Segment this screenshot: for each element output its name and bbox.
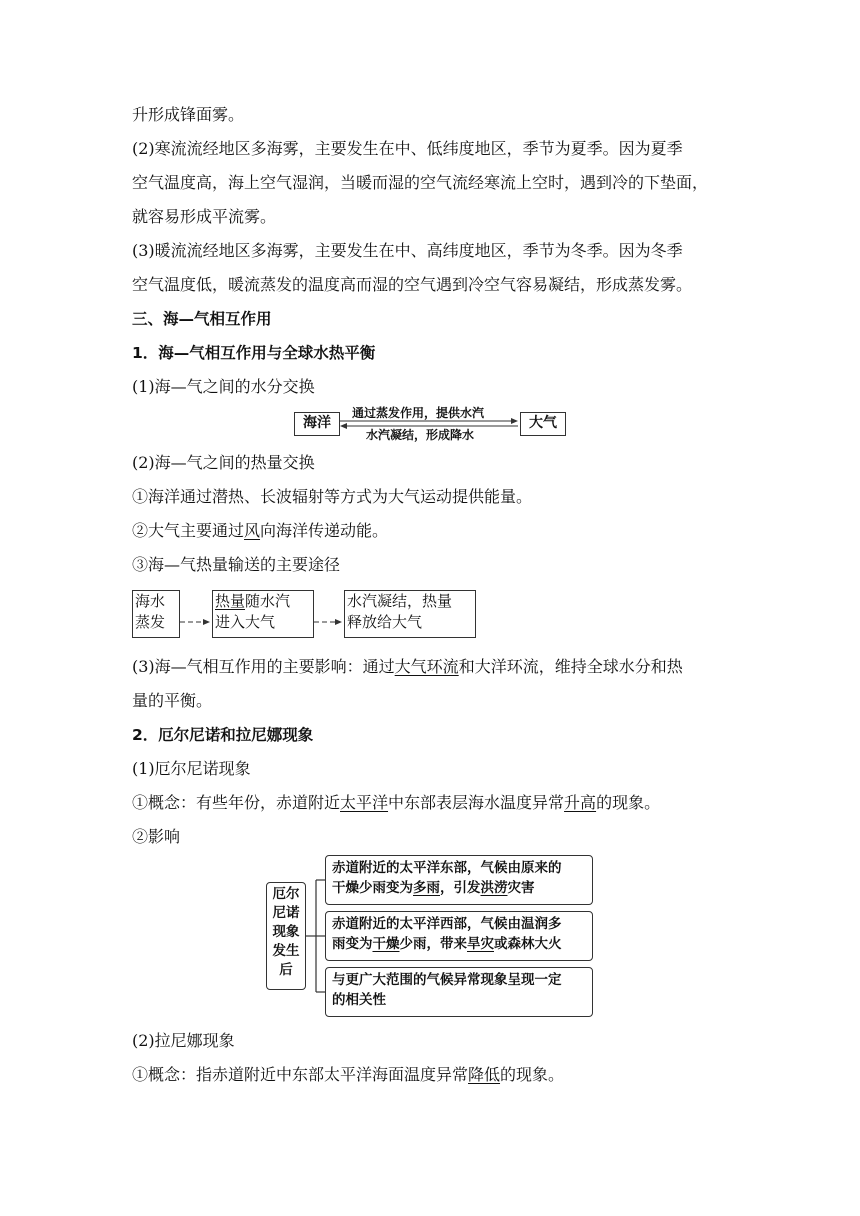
text: 空气温度低，暖流蒸发的温度高而湿的空气遇到冷空气容易凝结，形成蒸发雾。: [132, 275, 693, 294]
text: 厄尔: [272, 886, 300, 902]
text-line: [132, 1064, 564, 1086]
text: ②影响: [132, 827, 181, 846]
text: ，引发: [440, 880, 481, 896]
text: 进入大气: [215, 613, 276, 631]
text: ②大气主要通过: [132, 521, 245, 540]
text: ③海—气热量输送的主要途径: [132, 555, 341, 574]
text-line: [132, 452, 315, 474]
underlined-answer: 风: [244, 521, 261, 540]
underlined-answer: 热量: [215, 592, 246, 610]
underlined-answer: 降低: [468, 1065, 501, 1084]
heading-text: 1．海—气相互作用与全球水热平衡: [132, 344, 376, 362]
text: 通过蒸发作用，提供水汽: [352, 406, 485, 420]
text: 或森林大火: [494, 936, 562, 952]
text: 雨变为: [332, 936, 373, 952]
text-line: [132, 690, 212, 712]
text: (3)海—气相互作用的主要影响：通过: [132, 657, 395, 676]
text: 灾害: [507, 880, 535, 896]
text: 水汽凝结，形成降水: [366, 428, 475, 442]
text: 尼诺: [272, 905, 300, 921]
text: (2)海—气之间的热量交换: [132, 453, 315, 472]
subsection-heading: [132, 724, 313, 746]
elnino-source-box: [266, 882, 306, 990]
elnino-impact-west: [325, 911, 593, 961]
text: 的相关性: [332, 992, 386, 1008]
heat-step-box-3: [344, 590, 476, 638]
arrow-head-left: [340, 423, 347, 429]
text: 后: [279, 962, 293, 978]
text: 向海洋传递动能。: [260, 521, 389, 540]
text: 蒸发: [135, 613, 166, 631]
underlined-answer: 太平洋: [340, 793, 389, 812]
ocean-label: 海洋: [303, 415, 331, 431]
underlined-answer: 多雨: [413, 880, 440, 896]
text: 释放给大气: [347, 613, 423, 631]
text: 干燥少雨变为: [332, 880, 413, 896]
text: 就容易形成平流雾。: [132, 207, 277, 226]
atmosphere-label: 大气: [529, 415, 557, 431]
text: 中东部表层海水温度异常: [388, 793, 565, 812]
elnino-impact-east: [325, 855, 593, 905]
text: (3)暖流流经地区多海雾，主要发生在中、高纬度地区，季节为冬季。因为冬季: [132, 241, 683, 260]
text-line: [132, 826, 180, 848]
underlined-answer: 旱灾: [467, 936, 494, 952]
text-line: [132, 758, 251, 780]
text: 的现象。: [500, 1065, 565, 1084]
text: (2)拉尼娜现象: [132, 1031, 235, 1050]
text: 现象: [272, 924, 300, 940]
text: 发生: [272, 943, 300, 959]
text: 的现象。: [596, 793, 661, 812]
text-line: [132, 554, 340, 576]
text: 赤道附近的太平洋西部，气候由温润多: [332, 916, 562, 932]
text: 与更广大范围的气候异常现象呈现一定: [332, 972, 562, 988]
text: 水汽凝结，热量: [347, 592, 453, 610]
text-line: [132, 792, 660, 814]
text: 和大洋环流，维持全球水分和热: [458, 657, 683, 676]
underlined-answer: 干燥: [372, 936, 400, 952]
text: 海水: [135, 592, 166, 610]
heading-text: 三、海—气相互作用: [132, 310, 272, 328]
text-line: [132, 1030, 235, 1052]
text: ①概念：指赤道附近中东部太平洋海面温度异常: [132, 1065, 469, 1084]
heading-text: 2．厄尔尼诺和拉尼娜现象: [132, 726, 314, 744]
text: 升形成锋面雾。: [132, 105, 245, 124]
underlined-answer: 洪涝: [480, 880, 508, 896]
text: (1)海—气之间的水分交换: [132, 377, 315, 396]
text: ①海洋通过潜热、长波辐射等方式为大气运动提供能量。: [132, 487, 533, 506]
text-line: [132, 486, 532, 508]
text: 空气温度高，海上空气湿润，当暖而湿的空气流经寒流上空时，遇到冷的下垫面，: [132, 173, 709, 192]
underlined-answer: 大气环流: [394, 657, 459, 676]
dashed-arrow-head-2: [335, 619, 342, 625]
underlined-answer: 升高: [564, 793, 597, 812]
arrow-head-right: [511, 418, 518, 424]
text: (1)厄尔尼诺现象: [132, 759, 251, 778]
text: (2)寒流流经地区多海雾，主要发生在中、低纬度地区，季节为夏季。因为夏季: [132, 139, 683, 158]
heat-step-box-1: [132, 590, 180, 638]
text-line: [132, 656, 683, 678]
heat-step-box-2: [212, 590, 314, 638]
text: 少雨，带来: [399, 936, 467, 952]
text: 赤道附近的太平洋东部，气候由原来的: [332, 860, 562, 876]
text: 随水汽: [245, 592, 291, 610]
text: 量的平衡。: [132, 691, 213, 710]
dashed-arrow-head-1: [203, 619, 210, 625]
text: ①概念：有些年份，赤道附近: [132, 793, 341, 812]
text-line: [132, 520, 388, 542]
elnino-impact-global: [325, 967, 593, 1017]
